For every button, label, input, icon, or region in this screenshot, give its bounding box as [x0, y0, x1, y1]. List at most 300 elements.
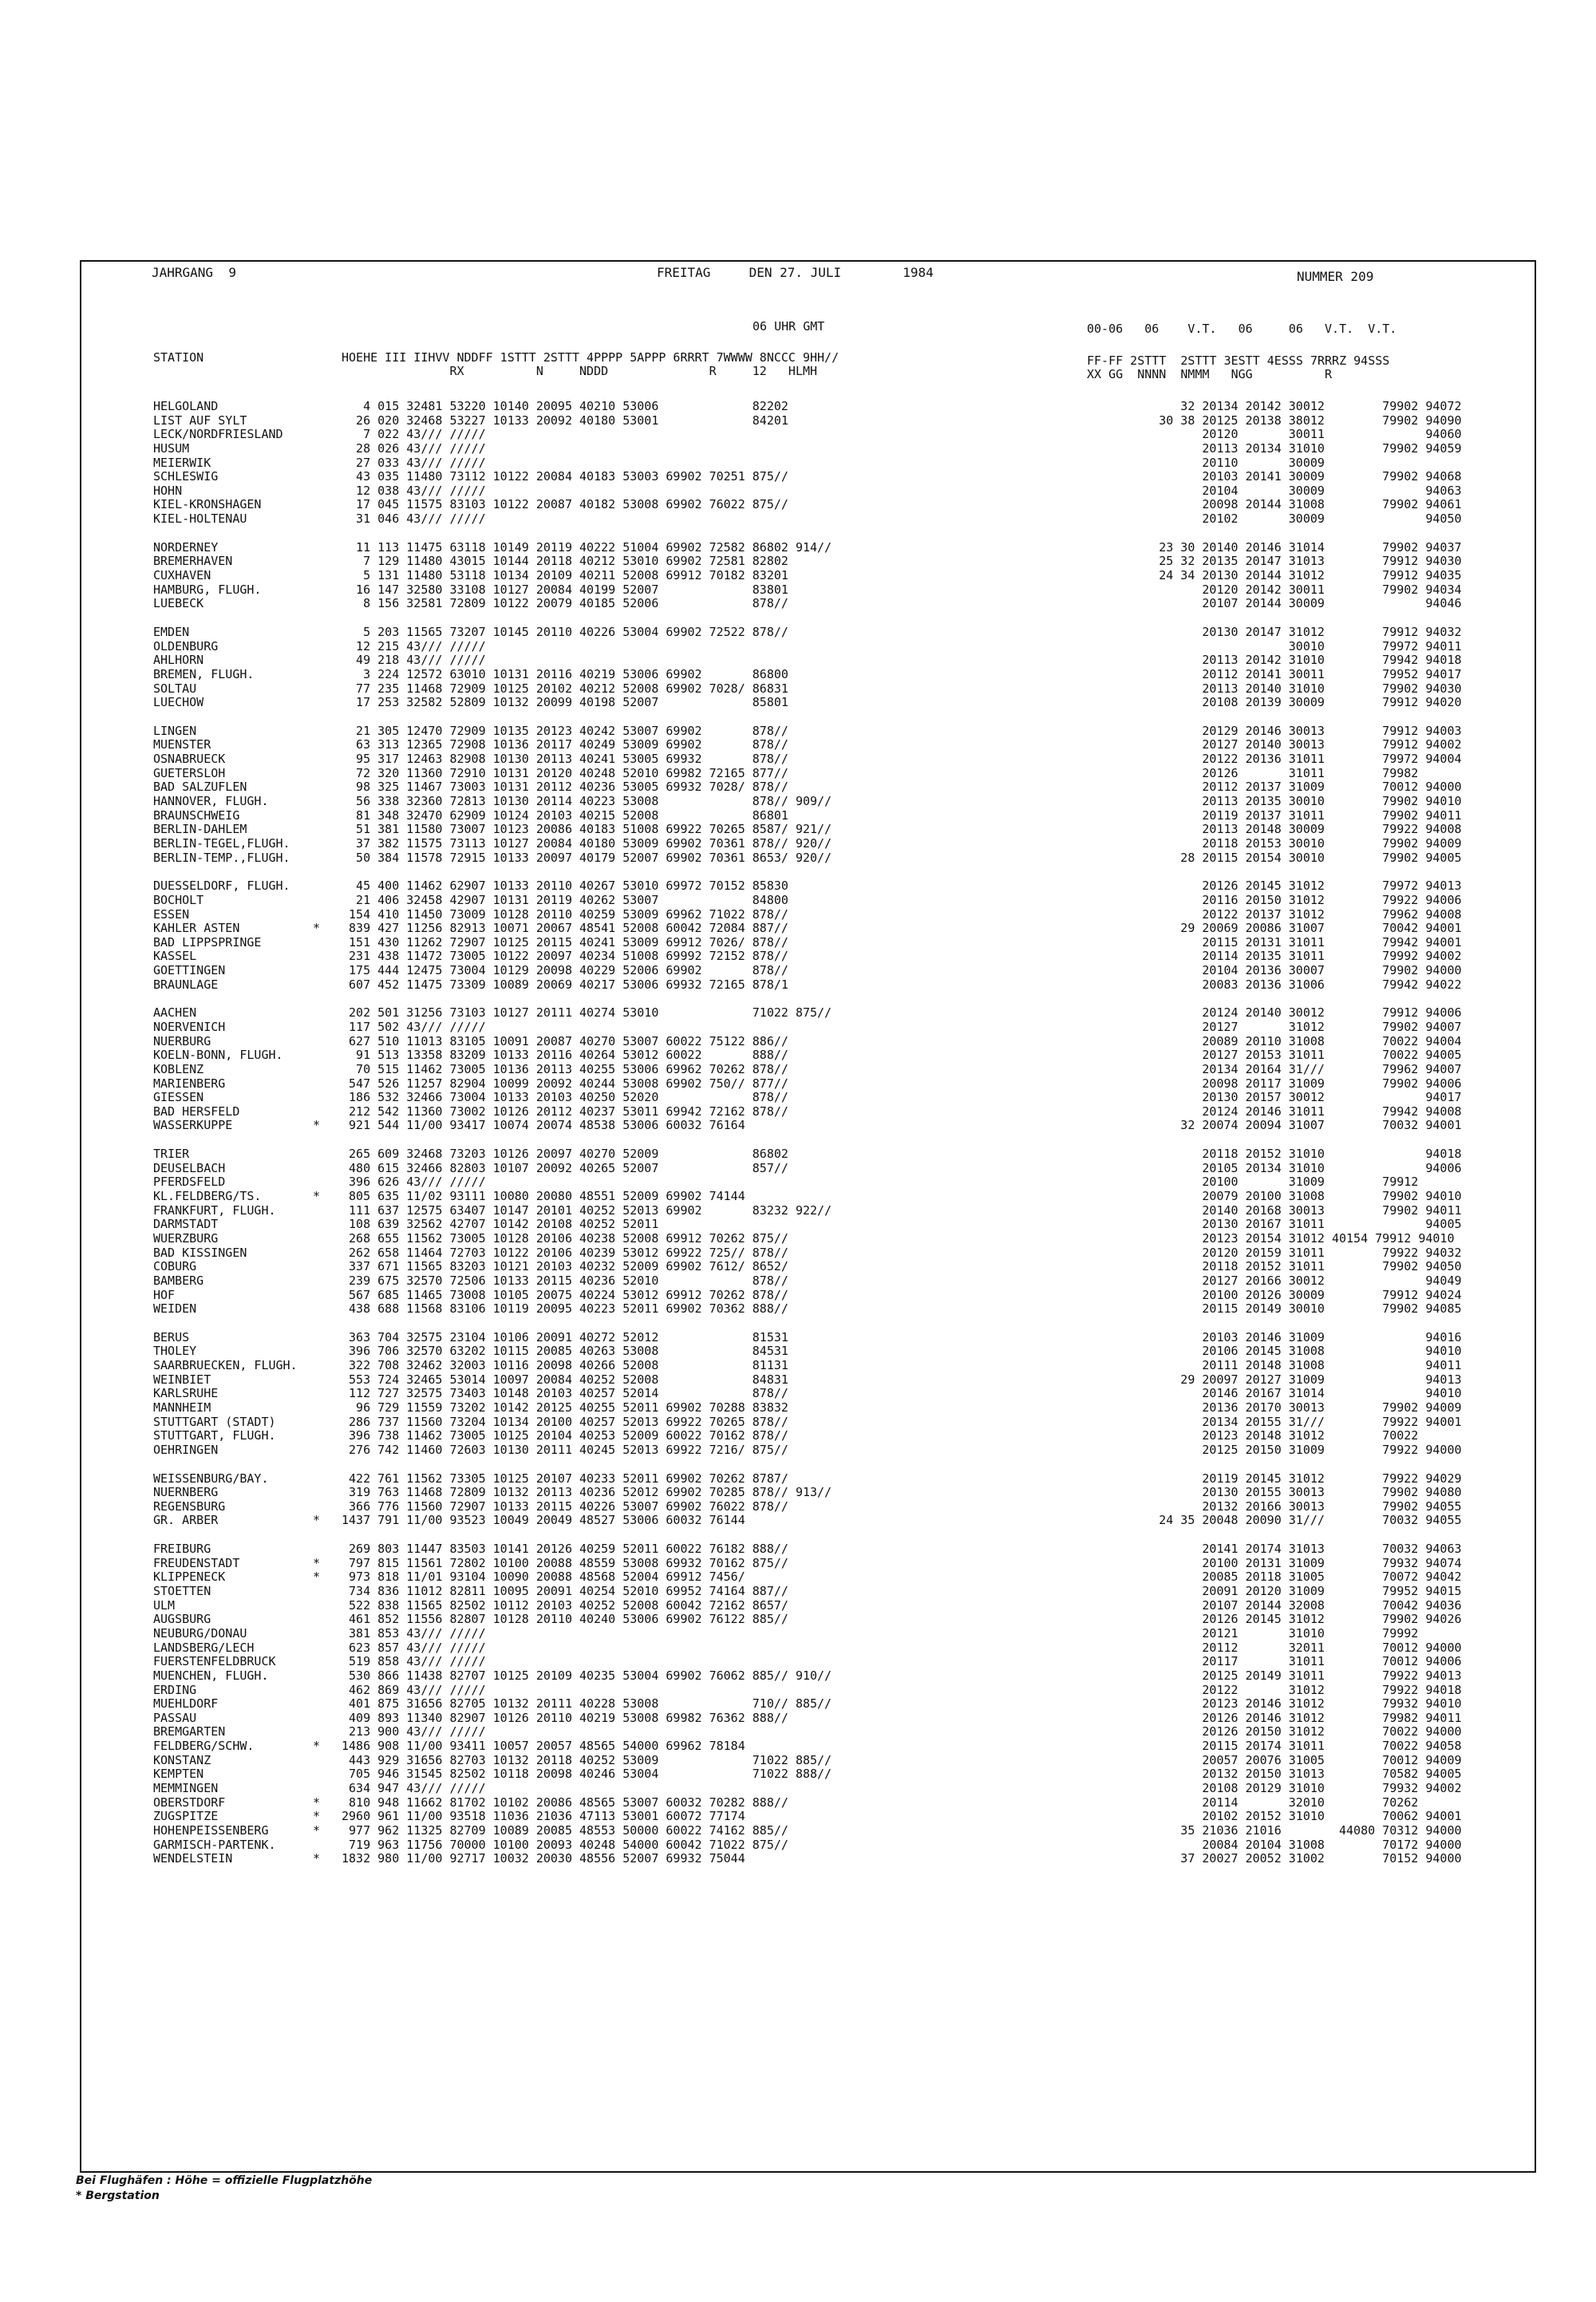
synop-data-right: 20113 20142 31010 79942 94018 — [1108, 653, 1462, 668]
synop-data-right: 20124 20146 31011 79942 94008 — [1108, 1104, 1462, 1119]
station-name: BAD KISSINGEN — [153, 1245, 247, 1260]
synop-data-right: 20122 31012 79922 94018 — [1108, 1682, 1462, 1697]
mountain-station-marker: * — [313, 1189, 321, 1204]
synop-data-right: 20105 20134 31010 94006 — [1108, 1160, 1462, 1175]
station-name: ERDING — [153, 1682, 197, 1697]
synop-data-right: 20118 20152 31010 94018 — [1108, 1147, 1462, 1162]
station-name: KOELN-BONN, FLUGH. — [153, 1048, 283, 1063]
station-name: MANNHEIM — [153, 1400, 211, 1415]
station-name: DUESSELDORF, FLUGH. — [153, 879, 290, 894]
station-name: PASSAU — [153, 1710, 197, 1725]
synop-data-left: 117 502 43/// ///// — [342, 1019, 486, 1034]
station-name: OBERSTDORF — [153, 1795, 226, 1810]
synop-data-left: 56 338 32360 72813 10130 20114 40223 53008 878// 909// — [342, 794, 832, 809]
station-name: BAD LIPPSPRINGE — [153, 934, 262, 950]
station-name: BERUS — [153, 1329, 190, 1344]
synop-data-right: 20108 20139 30009 79912 94020 — [1108, 695, 1462, 710]
footnotes — [76, 2174, 372, 2204]
station-name: BAD HERSFELD — [153, 1104, 240, 1119]
synop-data-right: 20113 20135 30010 79902 94010 — [1108, 794, 1462, 809]
synop-data-right: 28 20115 20154 30010 79902 94005 — [1108, 850, 1462, 865]
synop-data-right: 20123 20146 31012 79932 94010 — [1108, 1696, 1462, 1712]
synop-data-right: 20114 32010 70262 — [1108, 1795, 1419, 1810]
synop-data-right: 24 34 20130 20144 31012 79912 94035 — [1108, 568, 1462, 583]
synop-data-left: 461 852 11556 82807 10128 20110 40240 53006 69902 76122 885// — [342, 1612, 788, 1627]
synop-data-left: 810 948 11662 81702 10102 20086 48565 53007 60032 70282 888// — [342, 1795, 788, 1810]
synop-data-left: 11 113 11475 63118 10149 20119 40222 51004 69902 72582 86802 914// — [342, 539, 832, 555]
station-name: PFERDSFELD — [153, 1175, 226, 1190]
station-name: KL.FELDBERG/TS. — [153, 1189, 262, 1204]
synop-data-right: 29 20097 20127 31009 94013 — [1108, 1372, 1462, 1387]
synop-data-left: 322 708 32462 32003 10116 20098 40266 52008 81131 — [342, 1358, 788, 1373]
station-name: NUERBURG — [153, 1033, 211, 1048]
synop-data-right: 20083 20136 31006 79942 94022 — [1108, 977, 1462, 992]
station-name: LUECHOW — [153, 695, 204, 710]
footnote-airport: Bei Flughäfen : Höhe = offizielle Flugplatzhöhe — [76, 2174, 373, 2187]
synop-data-left: 28 026 43/// ///// — [342, 440, 486, 456]
synop-data-left: 363 704 32575 23104 10106 20091 40272 52012 81531 — [342, 1329, 788, 1344]
synop-data-left: 49 218 43/// ///// — [342, 653, 486, 668]
station-name: WEISSENBURG/BAY. — [153, 1471, 269, 1486]
station-name: ULM — [153, 1597, 176, 1613]
station-name: SAARBRUECKEN, FLUGH. — [153, 1358, 298, 1373]
station-name: MUENCHEN, FLUGH. — [153, 1668, 269, 1683]
synop-data-right: 20140 20168 30013 79902 94011 — [1108, 1202, 1462, 1218]
left-column-codes: HOEHE III IIHVV NDDFF 1STTT 2STTT 4PPPP 5APPP 6RRRT 7WWWW 8NCCC 9HH// — [342, 350, 839, 365]
date-label: FREITAG DEN 27. JULI 1984 — [657, 265, 934, 280]
synop-data-right: 24 35 20048 20090 31/// 70032 94055 — [1108, 1513, 1462, 1528]
synop-data-left: 286 737 11560 73204 10134 20100 40257 52013 69922 70265 878// — [342, 1414, 788, 1429]
synop-data-right: 20108 20129 31010 79932 94002 — [1108, 1781, 1462, 1796]
station-name: BERLIN-TEMP.,FLUGH. — [153, 850, 290, 865]
synop-data-left: 17 253 32582 52809 10132 20099 40198 52007 85801 — [342, 695, 788, 710]
station-name: BERLIN-TEGEL,FLUGH. — [153, 835, 290, 851]
synop-data-right: 20119 20145 31012 79922 94029 — [1108, 1471, 1462, 1486]
station-name: DARMSTADT — [153, 1217, 219, 1232]
station-name: BRAUNSCHWEIG — [153, 807, 240, 823]
synop-data-left: 381 853 43/// ///// — [342, 1625, 486, 1641]
station-column-header: STATION — [153, 350, 204, 365]
station-name: GARMISCH-PARTENK. — [153, 1837, 276, 1852]
synop-data-right: 20119 20137 31011 79902 94011 — [1108, 807, 1462, 823]
synop-data-right: 20146 20167 31014 94010 — [1108, 1386, 1462, 1401]
station-name: AACHEN — [153, 1005, 197, 1021]
synop-data-right: 20120 30011 94060 — [1108, 427, 1462, 442]
synop-data-left: 839 427 11256 82913 10071 20067 48541 52008 60042 72084 887// — [342, 921, 788, 936]
synop-data-left: 63 313 12365 72908 10136 20117 40249 53009 69902 878// — [342, 737, 788, 752]
synop-data-right: 32 20134 20142 30012 79902 94072 — [1108, 399, 1462, 413]
synop-data-left: 231 438 11472 73005 10122 20097 40234 51008 69992 72152 878// — [342, 949, 788, 964]
synop-data-left: 4 015 32481 53220 10140 20095 40210 53006 82202 — [342, 399, 788, 413]
synop-data-right: 20141 20174 31013 70032 94063 — [1108, 1542, 1462, 1557]
synop-data-right: 20127 20140 30013 79912 94002 — [1108, 737, 1462, 752]
synop-data-left: 77 235 11468 72909 10125 20102 40212 52008 69902 7028/ 86831 — [342, 681, 788, 696]
synop-data-right: 20112 20141 30011 79952 94017 — [1108, 666, 1462, 681]
station-name: GUETERSLOH — [153, 765, 226, 780]
station-name: DEUSELBACH — [153, 1160, 226, 1175]
synop-data-left: 522 838 11565 82502 10112 20103 40252 52008 60042 72162 8657/ — [342, 1597, 788, 1613]
synop-data-right: 20134 20164 31/// 79962 94007 — [1108, 1061, 1462, 1076]
synop-data-right: 20113 20148 30009 79922 94008 — [1108, 822, 1462, 837]
station-name: KAHLER ASTEN — [153, 921, 240, 936]
synop-data-left: 1437 791 11/00 93523 10049 20049 48527 53006 60032 76144 — [342, 1513, 745, 1528]
station-name: WASSERKUPPE — [153, 1118, 233, 1133]
synop-data-left: 547 526 11257 82904 10099 20092 40244 53008 69902 750// 877// — [342, 1076, 788, 1091]
synop-data-left: 70 515 11462 73005 10136 20113 40255 53006 69962 70262 878// — [342, 1061, 788, 1076]
synop-data-left: 262 658 11464 72703 10122 20106 40239 53012 69922 725// 878// — [342, 1245, 788, 1260]
synop-data-right: 20134 20155 31/// 79922 94001 — [1108, 1414, 1462, 1429]
mountain-station-marker: * — [313, 1809, 321, 1824]
synop-data-left: 213 900 43/// ///// — [342, 1724, 486, 1739]
station-name: WUERZBURG — [153, 1230, 219, 1246]
synop-data-left: 45 400 11462 62907 10133 20110 40267 53010 69972 70152 85830 — [342, 879, 788, 894]
synop-data-right: 20126 20145 31012 79972 94013 — [1108, 879, 1462, 894]
station-name: WENDELSTEIN — [153, 1851, 233, 1866]
synop-data-left: 2960 961 11/00 93518 11036 21036 47113 53001 60072 77174 — [342, 1809, 745, 1824]
synop-data-left: 719 963 11756 70000 10100 20093 40248 54000 60042 71022 875// — [342, 1837, 788, 1852]
synop-data-left: 8 156 32581 72809 10122 20079 40185 52006 878// — [342, 596, 788, 611]
station-name: FELDBERG/SCHW. — [153, 1739, 255, 1754]
station-name: GOETTINGEN — [153, 963, 226, 978]
synop-data-left: 1832 980 11/00 92717 10032 20030 48556 52007 69932 75044 — [342, 1851, 745, 1866]
synop-data-left: 396 706 32570 63202 10115 20085 40263 53008 84531 — [342, 1344, 788, 1359]
synop-data-left: 12 215 43/// ///// — [342, 638, 486, 653]
synop-data-right: 20115 20149 30010 79902 94085 — [1108, 1301, 1462, 1317]
station-name: MUEHLDORF — [153, 1696, 219, 1712]
synop-data-right: 25 32 20135 20147 31013 79912 94030 — [1108, 554, 1462, 569]
synop-data-left: 438 688 11568 83106 10119 20095 40223 52011 69902 70362 888// — [342, 1301, 788, 1317]
synop-data-left: 409 893 11340 82907 10126 20110 40219 53008 69982 76362 888// — [342, 1710, 788, 1725]
synop-data-left: 27 033 43/// ///// — [342, 455, 486, 470]
synop-data-left: 81 348 32470 62909 10124 20103 40215 52008 86801 — [342, 807, 788, 823]
synop-data-left: 276 742 11460 72603 10130 20111 40245 52013 69922 7216/ 875// — [342, 1442, 788, 1457]
synop-data-right: 20130 20155 30013 79902 94080 — [1108, 1485, 1462, 1500]
synop-data-left: 921 544 11/00 93417 10074 20074 48538 53006 60032 76164 — [342, 1118, 745, 1133]
synop-data-right: 20120 20142 30011 79902 94034 — [1108, 582, 1462, 597]
station-name: WEINBIET — [153, 1372, 211, 1387]
synop-data-right: 20113 20134 31010 79902 94059 — [1108, 440, 1462, 456]
synop-data-right: 20121 31010 79992 — [1108, 1625, 1419, 1641]
right-column-codes: FF-FF 2STTT 2STTT 3ESTT 4ESSS 7RRRZ 94SSS — [1087, 353, 1390, 368]
synop-data-left: 268 655 11562 73005 10128 20106 40238 52008 69912 70262 875// — [342, 1230, 788, 1246]
synop-data-left: 95 317 12463 82908 10130 20113 40241 53005 69932 878// — [342, 752, 788, 767]
synop-data-right: 20114 20135 31011 79992 94002 — [1108, 949, 1462, 964]
synop-data-left: 7 129 11480 43015 10144 20118 40212 53010 69902 72581 82802 — [342, 554, 788, 569]
synop-data-left: 31 046 43/// ///// — [342, 511, 486, 527]
synop-data-right: 20127 31012 79902 94007 — [1108, 1019, 1462, 1034]
synop-data-left: 154 410 11450 73009 10128 20110 40259 53009 69962 71022 878// — [342, 906, 788, 922]
footnote-mountain-station: * Bergstation — [76, 2189, 160, 2202]
station-name: BAMBERG — [153, 1273, 204, 1288]
synop-data-left: 96 729 11559 73202 10142 20125 40255 52011 69902 70288 83832 — [342, 1400, 788, 1415]
synop-data-left: 623 857 43/// ///// — [342, 1640, 486, 1655]
station-name: BERLIN-DAHLEM — [153, 822, 247, 837]
left-column-codes-2: RX N NDDD R 12 HLMH — [342, 364, 818, 378]
station-name: BREMEN, FLUGH. — [153, 666, 255, 681]
synop-data-right: 20123 20148 31012 70022 — [1108, 1428, 1419, 1443]
station-name: GIESSEN — [153, 1090, 204, 1105]
synop-data-left: 337 671 11565 83203 10121 20103 40232 52009 69902 7612/ 8652/ — [342, 1259, 788, 1274]
station-name: MEMMINGEN — [153, 1781, 219, 1796]
synop-data-right: 20122 20137 31012 79962 94008 — [1108, 906, 1462, 922]
synop-data-left: 7 022 43/// ///// — [342, 427, 486, 442]
synop-data-left: 319 763 11468 72809 10132 20113 40236 52012 69902 70285 878// 913// — [342, 1485, 832, 1500]
synop-data-right: 20100 31009 79912 — [1108, 1175, 1419, 1190]
station-name: MEIERWIK — [153, 455, 211, 470]
synop-data-right: 20118 20152 31011 79902 94050 — [1108, 1259, 1462, 1274]
synop-data-left: 112 727 32575 73403 10148 20103 40257 52014 878// — [342, 1386, 788, 1401]
station-name: KOBLENZ — [153, 1061, 204, 1076]
synop-data-right: 20091 20120 31009 79952 94015 — [1108, 1584, 1462, 1599]
station-name: HAMBURG, FLUGH. — [153, 582, 262, 597]
station-name: ESSEN — [153, 906, 190, 922]
synop-data-left: 627 510 11013 83105 10091 20087 40270 53007 60022 75122 886// — [342, 1033, 788, 1048]
synop-data-left: 91 513 13358 83209 10133 20116 40264 53012 60022 888// — [342, 1048, 788, 1063]
synop-data-right: 20103 20146 31009 94016 — [1108, 1329, 1462, 1344]
mountain-station-marker: * — [313, 1851, 321, 1866]
synop-data-right: 20120 20159 31011 79922 94032 — [1108, 1245, 1462, 1260]
mountain-station-marker: * — [313, 1513, 321, 1528]
synop-data-left: 265 609 32468 73203 10126 20097 40270 52009 86802 — [342, 1147, 788, 1162]
synop-data-right: 23 30 20140 20146 31014 79902 94037 — [1108, 539, 1462, 555]
synop-data-left: 17 045 11575 83103 10122 20087 40182 53008 69902 76022 875// — [342, 497, 788, 512]
mountain-station-marker: * — [313, 1822, 321, 1838]
synop-data-left: 43 035 11480 73112 10122 20084 40183 53003 69902 70251 875// — [342, 469, 788, 484]
synop-data-left: 111 637 12575 63407 10147 20101 40252 52013 69902 83232 922// — [342, 1202, 832, 1218]
station-name: THOLEY — [153, 1344, 197, 1359]
synop-data-left: 977 962 11325 82709 10089 20085 48553 50000 60022 74162 885// — [342, 1822, 788, 1838]
synop-data-left: 530 866 11438 82707 10125 20109 40235 53004 69902 76062 885// 910// — [342, 1668, 832, 1683]
station-name: LIST AUF SYLT — [153, 413, 247, 428]
station-name: HOF — [153, 1287, 176, 1302]
synop-data-right: 20129 20146 30013 79912 94003 — [1108, 723, 1462, 738]
station-name: OSNABRUECK — [153, 752, 226, 767]
synop-data-right: 20112 32011 70012 94000 — [1108, 1640, 1462, 1655]
volume-label: JAHRGANG 9 — [152, 265, 236, 280]
station-name: FREUDENSTADT — [153, 1555, 240, 1570]
synop-data-right: 20130 20167 31011 94005 — [1108, 1217, 1462, 1232]
synop-data-right: 20122 20136 31011 79972 94004 — [1108, 752, 1462, 767]
synop-data-left: 443 929 31656 82703 10132 20118 40252 53009 71022 885// — [342, 1752, 832, 1767]
station-name: BOCHOLT — [153, 892, 204, 907]
synop-data-left: 12 038 43/// ///// — [342, 483, 486, 498]
synop-data-right: 20098 20117 31009 79902 94006 — [1108, 1076, 1462, 1091]
synop-data-right: 20104 20136 30007 79902 94000 — [1108, 963, 1462, 978]
synop-data-right: 29 20069 20086 31007 70042 94001 — [1108, 921, 1462, 936]
synop-data-right: 37 20027 20052 31002 70152 94000 — [1108, 1851, 1462, 1866]
synop-data-right: 20104 30009 94063 — [1108, 483, 1462, 498]
station-name: BREMGARTEN — [153, 1724, 226, 1739]
station-name: STOETTEN — [153, 1584, 211, 1599]
station-name: NORDERNEY — [153, 539, 219, 555]
station-name: OEHRINGEN — [153, 1442, 219, 1457]
station-name: TRIER — [153, 1147, 190, 1162]
station-name: LECK/NORDFRIESLAND — [153, 427, 283, 442]
synop-data-right: 30010 79972 94011 — [1108, 638, 1462, 653]
synop-data-right: 20117 31011 70012 94006 — [1108, 1654, 1462, 1669]
station-name: CUXHAVEN — [153, 568, 211, 583]
synop-data-left: 734 836 11012 82811 10095 20091 40254 52010 69952 74164 887// — [342, 1584, 788, 1599]
synop-data-left: 462 869 43/// ///// — [342, 1682, 486, 1697]
synop-data-left: 396 626 43/// ///// — [342, 1175, 486, 1190]
station-name: GR. ARBER — [153, 1513, 219, 1528]
synop-data-left: 805 635 11/02 93111 10080 20080 48551 52009 69902 74144 — [342, 1189, 745, 1204]
synop-data-left: 567 685 11465 73008 10105 20075 40224 53012 69912 70262 878// — [342, 1287, 788, 1302]
station-name: NEUBURG/DONAU — [153, 1625, 247, 1641]
synop-data-right: 20113 20140 31010 79902 94030 — [1108, 681, 1462, 696]
synop-data-right: 20102 20152 31010 70062 94001 — [1108, 1809, 1462, 1824]
station-name: HUSUM — [153, 440, 190, 456]
station-name: NUERNBERG — [153, 1485, 219, 1500]
station-name: ZUGSPITZE — [153, 1809, 219, 1824]
synop-data-right: 20112 20137 31009 70012 94000 — [1108, 780, 1462, 795]
station-name: NOERVENICH — [153, 1019, 226, 1034]
synop-data-left: 50 384 11578 72915 10133 20097 40179 52007 69902 70361 8653/ 920// — [342, 850, 832, 865]
synop-data-left: 37 382 11575 73113 10127 20084 40180 53009 69902 70361 878// 920// — [342, 835, 832, 851]
station-name: LINGEN — [153, 723, 197, 738]
mountain-station-marker: * — [313, 1118, 321, 1133]
synop-data-right: 20125 20149 31011 79922 94013 — [1108, 1668, 1462, 1683]
station-name: KEMPTEN — [153, 1767, 204, 1782]
synop-data-left: 422 761 11562 73305 10125 20107 40233 52011 69902 70262 8787/ — [342, 1471, 788, 1486]
station-name: COBURG — [153, 1259, 197, 1274]
synop-data-right: 20103 20141 30009 79902 94068 — [1108, 469, 1462, 484]
time-label: 06 UHR GMT — [753, 319, 825, 334]
synop-data-left: 973 818 11/01 93104 10090 20088 48568 52004 69912 7456/ — [342, 1570, 745, 1585]
synop-data-right: 20124 20140 30012 79912 94006 — [1108, 1005, 1462, 1021]
station-name: LUEBECK — [153, 596, 204, 611]
synop-data-right: 20102 30009 94050 — [1108, 511, 1462, 527]
station-name: KONSTANZ — [153, 1752, 211, 1767]
synop-data-left: 202 501 31256 73103 10127 20111 40274 53010 71022 875// — [342, 1005, 832, 1021]
synop-data-left: 366 776 11560 72907 10133 20115 40226 53007 69902 76022 878// — [342, 1498, 788, 1514]
station-name: FUERSTENFELDBRUCK — [153, 1654, 276, 1669]
synop-data-left: 21 305 12470 72909 10135 20123 40242 53007 69902 878// — [342, 723, 788, 738]
mountain-station-marker: * — [313, 1795, 321, 1810]
station-name: AHLHORN — [153, 653, 204, 668]
synop-data-left: 480 615 32466 82803 10107 20092 40265 52007 857// — [342, 1160, 788, 1175]
synop-data-right: 35 21036 21016 44080 70312 94000 — [1108, 1822, 1462, 1838]
station-name: KASSEL — [153, 949, 197, 964]
synop-data-right: 20057 20076 31005 70012 94009 — [1108, 1752, 1462, 1767]
synop-data-right: 20110 30009 — [1108, 455, 1325, 470]
synop-data-right: 32 20074 20094 31007 70032 94001 — [1108, 1118, 1462, 1133]
station-name: HELGOLAND — [153, 399, 219, 413]
station-name: WEIDEN — [153, 1301, 197, 1317]
synop-data-left: 269 803 11447 83503 10141 20126 40259 52011 60022 76182 888// — [342, 1542, 788, 1557]
synop-data-left: 797 815 11561 72802 10100 20088 48559 53008 69932 70162 875// — [342, 1555, 788, 1570]
station-name: KIEL-KRONSHAGEN — [153, 497, 262, 512]
station-name: FREIBURG — [153, 1542, 211, 1557]
station-name: STUTTGART, FLUGH. — [153, 1428, 276, 1443]
synop-data-right: 20132 20166 30013 79902 94055 — [1108, 1498, 1462, 1514]
synop-data-left: 151 430 11262 72907 10125 20115 40241 53009 69912 7026/ 878// — [342, 934, 788, 950]
synop-data-right: 20089 20110 31008 70022 94004 — [1108, 1033, 1462, 1048]
station-name: BRAUNLAGE — [153, 977, 219, 992]
station-name: BREMERHAVEN — [153, 554, 233, 569]
station-name: OLDENBURG — [153, 638, 219, 653]
synop-data-left: 3 224 12572 63010 10131 20116 40219 53006 69902 86800 — [342, 666, 788, 681]
issue-number: NUMMER 209 — [1297, 269, 1374, 284]
synop-data-left: 239 675 32570 72506 10133 20115 40236 52010 878// — [342, 1273, 788, 1288]
synop-data-left: 72 320 11360 72910 10131 20120 40248 52010 69982 72165 877// — [342, 765, 788, 780]
synop-data-right: 20111 20148 31008 94011 — [1108, 1358, 1462, 1373]
synop-data-left: 634 947 43/// ///// — [342, 1781, 486, 1796]
synop-data-left: 607 452 11475 73309 10089 20069 40217 53006 69932 72165 878/1 — [342, 977, 788, 992]
right-top-header: 00-06 06 V.T. 06 06 V.T. V.T. — [1087, 322, 1397, 336]
synop-data-right: 20136 20170 30013 79902 94009 — [1108, 1400, 1462, 1415]
mountain-station-marker: * — [313, 1570, 321, 1585]
right-column-codes-2: XX GG NNNN NMMM NGG R — [1087, 367, 1333, 381]
synop-data-right: 20106 20145 31008 94010 — [1108, 1344, 1462, 1359]
synop-data-right: 20118 20153 30010 79902 94009 — [1108, 835, 1462, 851]
synop-data-right: 20130 20147 31012 79912 94032 — [1108, 624, 1462, 639]
station-name: SOLTAU — [153, 681, 197, 696]
synop-data-right: 20132 20150 31013 70582 94005 — [1108, 1767, 1462, 1782]
synop-data-right: 20100 20131 31009 79932 94074 — [1108, 1555, 1462, 1570]
synop-data-right: 30 38 20125 20138 38012 79902 94090 — [1108, 413, 1462, 428]
synop-data-left: 553 724 32465 53014 10097 20084 40252 52008 84831 — [342, 1372, 788, 1387]
synop-data-right: 20130 20157 30012 94017 — [1108, 1090, 1462, 1105]
synop-data-left: 705 946 31545 82502 10118 20098 40246 53004 71022 888// — [342, 1767, 832, 1782]
synop-data-right: 20126 20145 31012 79902 94026 — [1108, 1612, 1462, 1627]
station-name: AUGSBURG — [153, 1612, 211, 1627]
synop-data-right: 20115 20174 31011 70022 94058 — [1108, 1739, 1462, 1754]
station-name: EMDEN — [153, 624, 190, 639]
synop-data-left: 5 203 11565 73207 10145 20110 40226 53004 69902 72522 878// — [342, 624, 788, 639]
station-name: HOHENPEISSENBERG — [153, 1822, 269, 1838]
synop-data-right: 20100 20126 30009 79912 94024 — [1108, 1287, 1462, 1302]
station-name: LANDSBERG/LECH — [153, 1640, 255, 1655]
station-name: FRANKFURT, FLUGH. — [153, 1202, 276, 1218]
synop-data-right: 20084 20104 31008 70172 94000 — [1108, 1837, 1462, 1852]
mountain-station-marker: * — [313, 921, 321, 936]
synop-data-right: 20123 20154 31012 40154 79912 94010 — [1108, 1230, 1455, 1246]
synop-data-right: 20126 20146 31012 79982 94011 — [1108, 1710, 1462, 1725]
station-name: BAD SALZUFLEN — [153, 780, 247, 795]
synop-data-left: 26 020 32468 53227 10133 20092 40180 53001 84201 — [342, 413, 788, 428]
synop-data-right: 20126 31011 79982 — [1108, 765, 1419, 780]
synop-data-right: 20116 20150 31012 79922 94006 — [1108, 892, 1462, 907]
mountain-station-marker: * — [313, 1555, 321, 1570]
station-name: HOHN — [153, 483, 183, 498]
station-name: HANNOVER, FLUGH. — [153, 794, 269, 809]
synop-data-left: 51 381 11580 73007 10123 20086 40183 51008 69922 70265 8587/ 921// — [342, 822, 832, 837]
synop-data-left: 1486 908 11/00 93411 10057 20057 48565 54000 69962 78184 — [342, 1739, 745, 1754]
synop-data-left: 519 858 43/// ///// — [342, 1654, 486, 1669]
synop-data-left: 186 532 32466 73004 10133 20103 40250 52020 878// — [342, 1090, 788, 1105]
station-name: MARIENBERG — [153, 1076, 226, 1091]
station-name: MUENSTER — [153, 737, 211, 752]
synop-data-left: 108 639 32562 42707 10142 20108 40252 52011 — [342, 1217, 659, 1232]
station-name: KARLSRUHE — [153, 1386, 219, 1401]
synop-data-left: 98 325 11467 73003 10131 20112 40236 53005 69932 7028/ 878// — [342, 780, 788, 795]
synop-data-left: 16 147 32580 33108 10127 20084 40199 52007 83801 — [342, 582, 788, 597]
synop-data-right: 20125 20150 31009 79922 94000 — [1108, 1442, 1462, 1457]
synop-data-right: 20115 20131 31011 79942 94001 — [1108, 934, 1462, 950]
synop-data-right: 20079 20100 31008 79902 94010 — [1108, 1189, 1462, 1204]
station-name: REGENSBURG — [153, 1498, 226, 1514]
mountain-station-marker: * — [313, 1739, 321, 1754]
synop-data-right: 20127 20153 31011 70022 94005 — [1108, 1048, 1462, 1063]
synop-data-right: 20126 20150 31012 70022 94000 — [1108, 1724, 1462, 1739]
station-name: STUTTGART (STADT) — [153, 1414, 276, 1429]
station-name: KLIPPENECK — [153, 1570, 226, 1585]
synop-data-right: 20107 20144 32008 70042 94036 — [1108, 1597, 1462, 1613]
station-name: SCHLESWIG — [153, 469, 219, 484]
synop-data-right: 20098 20144 31008 79902 94061 — [1108, 497, 1462, 512]
synop-data-left: 21 406 32458 42907 10131 20119 40262 53007 84800 — [342, 892, 788, 907]
